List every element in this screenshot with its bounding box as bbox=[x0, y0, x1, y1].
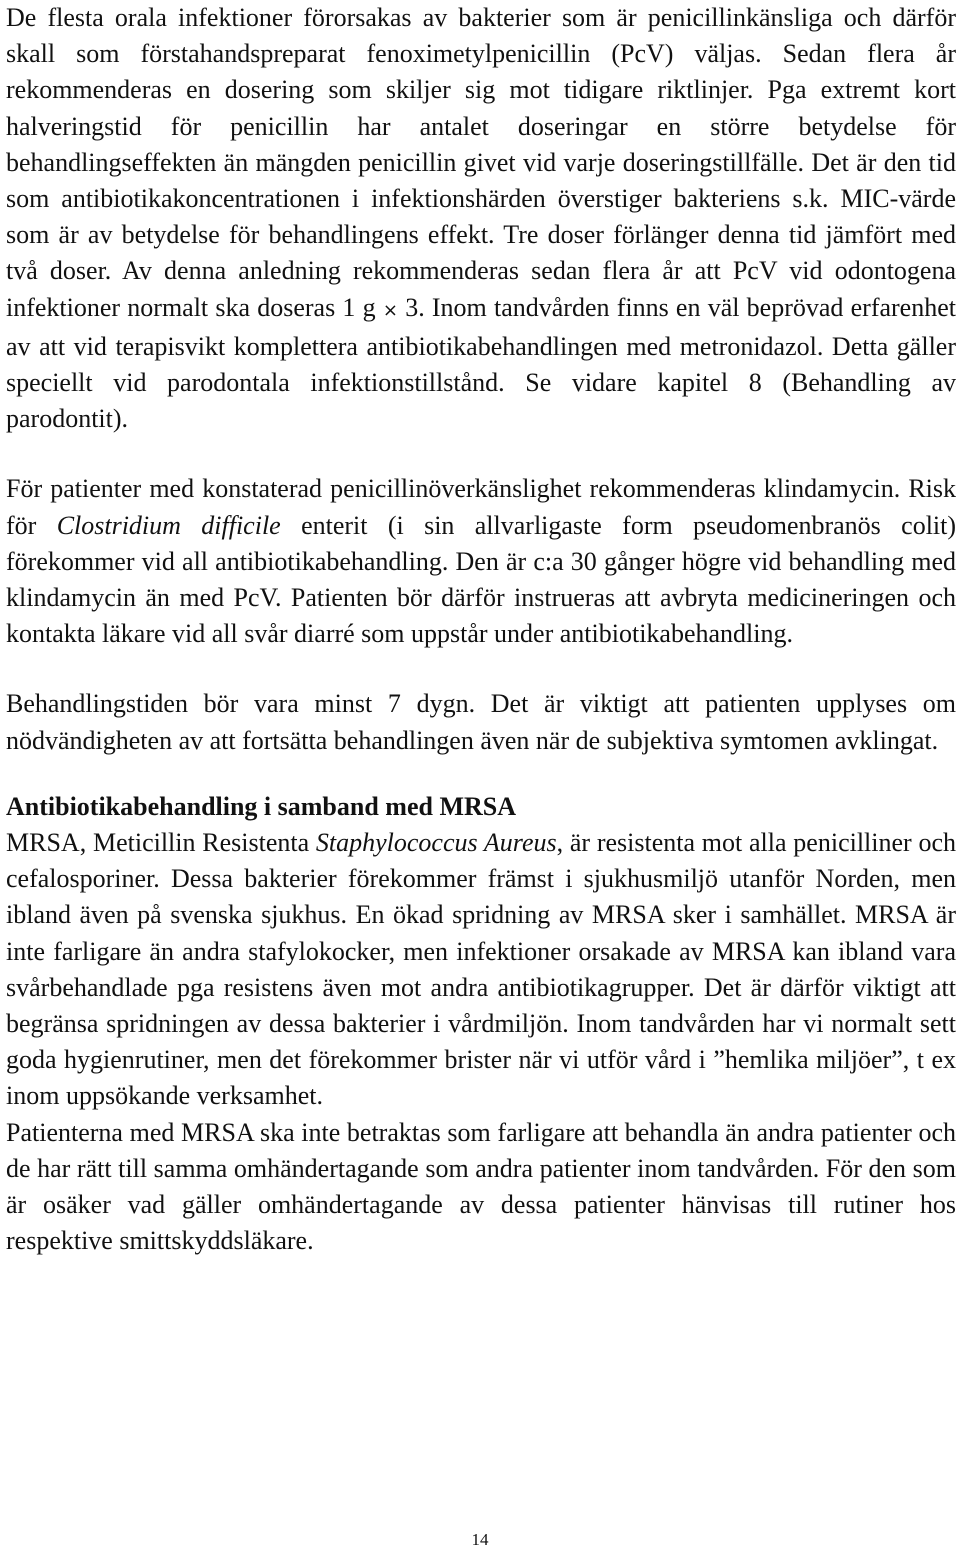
paragraph-allergy-text-1: För patienter med konstaterad penicillinöverkänslighet rekommenderas klindamycin. Risk för bbox=[6, 474, 956, 540]
multiplication-sign: × bbox=[382, 299, 398, 321]
species-name-clostridium: Clostridium difficile bbox=[56, 510, 281, 540]
document-page bbox=[6, 0, 956, 1550]
paragraph-mrsa-text-1: MRSA, Meticillin Resistenta bbox=[6, 828, 310, 858]
paragraph-spacer bbox=[6, 437, 956, 471]
species-name-staphylococcus: Staphylococcus Aureus bbox=[315, 828, 557, 858]
paragraph-dosing-text-2: 3. Inom tandvården finns en väl beprövad erfarenhet av att vid terapisvikt komplettera antibiotikabehandlingen med metronidazol. Detta gäller speciellt vid parodontala infektionstillstånd. Se vidare kapitel 8 (Behandling av parodontit). bbox=[6, 292, 956, 434]
paragraph-spacer bbox=[6, 652, 956, 686]
page-number: 14 bbox=[471, 1530, 489, 1549]
paragraph-allergy-text-2: enterit (i sin allvarligaste form pseudomenbranös colit) förekommer vid all antibiotikabehandling. Den är c:a 30 gånger högre vid behandling med klindamycin än med PcV. Patienten bör därför instrueras att avbryta medicineringen och kontakta läkare vid all svår diarré som uppstår under antibiotikabehandling. bbox=[6, 510, 957, 649]
paragraph-spacer bbox=[6, 759, 956, 789]
paragraph-penicillin-allergy bbox=[6, 471, 956, 652]
paragraph-dosing bbox=[6, 0, 956, 437]
paragraph-mrsa bbox=[6, 825, 956, 1115]
paragraph-mrsa-text-2: , är resistenta mot alla penicilliner och cefalosporiner. Dessa bakterier förekommer främst i sjukhusmiljö utanför Norden, men ibland även på svenska sjukhus. En ökad spridning av MRSA sker i samhället. MRSA är inte farligare än andra stafylokocker, men infektioner orsakade av MRSA kan ibland vara svårbehandlade pga resistens även mot andra antibiotikagrupper. Det är därför viktigt att begränsa spridningen av dessa bakterier i vårdmiljön. Inom tandvården har vi normalt sett goda hygienrutiner, men det förekommer brister när vi utför vård i ”hemlika miljöer”, t ex inom uppsökande verksamhet. bbox=[6, 828, 957, 1111]
paragraph-dosing-text-1: De flesta orala infektioner förorsakas av bakterier som är penicillinkänsliga och därför skall som förstahandspreparat fenoximetylpenicillin (PcV) väljas. Sedan flera år rekommenderas en dosering som skiljer sig mot tidigare riktlinjer. Pga extremt kort halveringstid för penicillin har antalet doseringar en större betydelse för behandlingseffekten än mängden penicillin givet vid varje doseringstillfälle. Det är den tid som antibiotikakoncentrationen i infektionshärden överstiger bakteriens s.k. MIC-värde som är av betydelse för behandlingens effekt. Tre doser förlänger denna tid jämfört med två doser. Av denna anledning rekommenderas sedan flera år att PcV vid odontogena infektioner normalt ska doseras 1 g bbox=[6, 3, 956, 322]
paragraph-mrsa-patients: Patienterna med MRSA ska inte betraktas som farligare att behandla än andra patienter och de har rätt till samma omhändertagande som andra patienter inom tandvården. För den som är osäker vad gäller omhändertagande av dessa patienter hänvisas till rutiner hos respektive smittskyddsläkare. bbox=[6, 1117, 956, 1256]
section-heading-mrsa: Antibiotikabehandling i samband med MRSA bbox=[6, 791, 517, 821]
paragraph-treatment-duration: Behandlingstiden bör vara minst 7 dygn. Det är viktigt att patienten upplyses om nödvändigheten av att fortsätta behandlingen även när de subjektiva symtomen avklingat. bbox=[6, 689, 956, 755]
